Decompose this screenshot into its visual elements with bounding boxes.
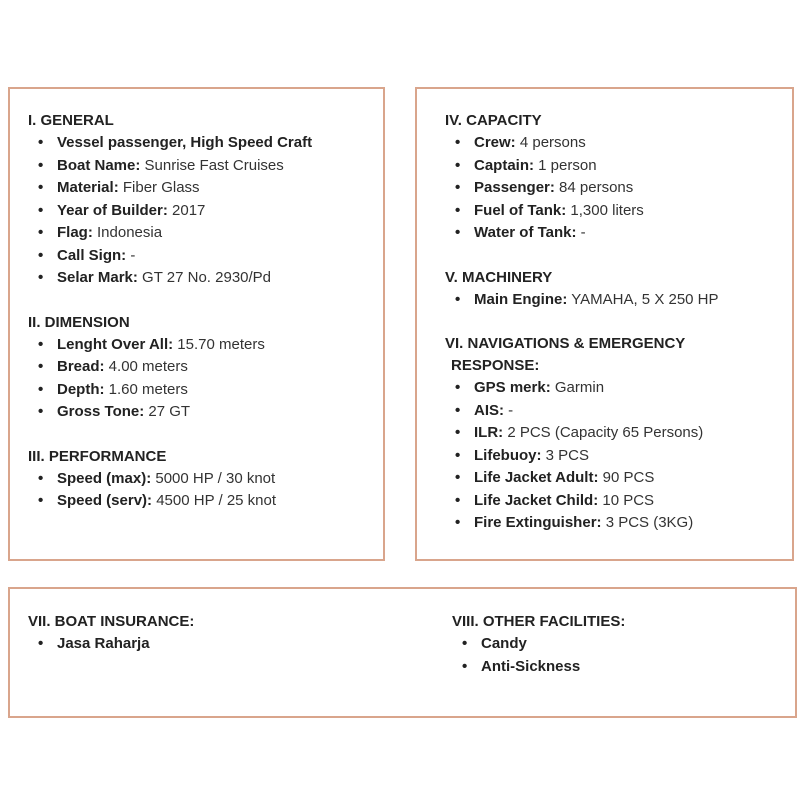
list-item [445, 222, 785, 245]
item-key: Captain: [474, 156, 534, 174]
item-key: ILR: [474, 424, 504, 441]
item-key: Boat Name: [57, 156, 141, 174]
item-value: GT 27 No. 2930/Pd [137, 269, 272, 286]
section-title-machinery: V. MACHINERY [445, 268, 553, 286]
item-value: 27 GT [144, 403, 191, 420]
list-item [28, 200, 378, 223]
item-value: 5000 HP / 30 knot [151, 469, 276, 487]
list-item [445, 445, 785, 468]
item-key: Crew: [474, 134, 516, 151]
item-value: Sunrise Fast Cruises [140, 156, 284, 174]
facilities-column [452, 611, 782, 678]
list-item [452, 633, 782, 656]
item-value: - [576, 224, 586, 241]
list-item [28, 468, 378, 491]
list-item [28, 633, 408, 656]
list-item [28, 222, 378, 245]
item-value: 2 PCS (Capacity 65 Persons) [503, 424, 704, 441]
section-performance [28, 446, 378, 513]
item-key: Life Jacket Adult: [474, 469, 599, 486]
section-title-general: I. GENERAL [28, 112, 114, 129]
item-value: 1,300 liters [566, 201, 644, 219]
list-item [445, 177, 785, 200]
item-value: 4 persons [515, 134, 586, 151]
item-key: Life Jacket Child: [474, 491, 599, 509]
list-item [445, 400, 785, 423]
list-item [445, 289, 785, 312]
item-key: Gross Tone: [57, 403, 145, 420]
item-key: Call Sign: [57, 246, 127, 264]
list-item [28, 334, 378, 357]
item-value: 3 PCS (3KG) [601, 514, 694, 531]
right-column [445, 110, 785, 557]
list-item [445, 200, 785, 223]
navigation-list [445, 377, 785, 535]
section-title-navigation-line2: RESPONSE: [451, 357, 540, 374]
item-value: 15.70 meters [173, 335, 265, 353]
item-value: 3 PCS [541, 446, 590, 464]
list-item [28, 245, 378, 268]
section-title-capacity: IV. CAPACITY [445, 112, 542, 129]
list-item [28, 177, 378, 200]
insurance-column [28, 611, 408, 656]
list-item [445, 377, 785, 400]
item-value: YAMAHA, 5 X 250 HP [567, 290, 719, 308]
list-item [28, 267, 378, 290]
item-key: Vessel passenger, High Speed Craft [57, 134, 313, 151]
section-general [28, 110, 378, 290]
dimension-list [28, 334, 378, 424]
item-value: 4.00 meters [104, 358, 188, 375]
section-title-performance: III. PERFORMANCE [28, 447, 167, 465]
item-key: Speed (max): [57, 469, 152, 487]
list-item [28, 132, 378, 155]
item-key: Lifebuoy: [474, 446, 542, 464]
capacity-list [445, 132, 785, 245]
list-item [445, 490, 785, 513]
item-value: 90 PCS [598, 469, 655, 486]
list-item [445, 422, 785, 445]
item-key: Bread: [57, 358, 105, 375]
general-list [28, 132, 378, 290]
item-key: Flag: [57, 224, 93, 241]
list-item [28, 401, 378, 424]
item-key: Fuel of Tank: [474, 201, 567, 219]
insurance-list [28, 633, 408, 656]
section-capacity [445, 110, 785, 245]
item-key: Jasa Raharja [57, 635, 150, 652]
left-column [28, 110, 378, 535]
section-title-dimension: II. DIMENSION [28, 313, 130, 331]
item-key: Anti-Sickness [481, 657, 581, 675]
item-key: GPS merk: [474, 379, 551, 396]
item-value: 84 persons [554, 179, 634, 196]
list-item [445, 467, 785, 490]
general-dimension-performance-panel [8, 87, 385, 561]
item-value: 1 person [534, 156, 597, 174]
item-key: Material: [57, 179, 119, 196]
item-value: Fiber Glass [118, 179, 200, 196]
item-value: - [504, 401, 514, 419]
section-title-insurance: VII. BOAT INSURANCE: [28, 613, 195, 630]
item-value: 10 PCS [598, 491, 655, 509]
performance-list [28, 468, 378, 513]
list-item [28, 490, 378, 513]
section-machinery [445, 267, 785, 312]
item-key: Selar Mark: [57, 269, 138, 286]
item-key: Depth: [57, 380, 105, 398]
section-title-navigation [445, 333, 785, 377]
item-key: Lenght Over All: [57, 335, 174, 353]
item-value: - [126, 246, 136, 264]
list-item [28, 379, 378, 402]
item-value: 2017 [167, 201, 206, 219]
list-item [28, 155, 378, 178]
capacity-machinery-navigation-panel [415, 87, 794, 561]
section-dimension [28, 312, 378, 424]
item-key: Year of Builder: [57, 201, 168, 219]
facilities-list [452, 633, 782, 678]
item-key: Speed (serv): [57, 492, 153, 509]
item-key: Candy [481, 635, 527, 652]
list-item [445, 132, 785, 155]
item-key: Passenger: [474, 179, 555, 196]
item-value: 4500 HP / 25 knot [152, 492, 277, 509]
item-value: Garmin [550, 379, 605, 396]
machinery-list [445, 289, 785, 312]
item-key: Main Engine: [474, 290, 568, 308]
item-key: Water of Tank: [474, 224, 577, 241]
section-title-navigation-line1: VI. NAVIGATIONS & EMERGENCY [445, 335, 686, 352]
item-value: Indonesia [92, 224, 163, 241]
item-value: 1.60 meters [104, 380, 188, 398]
section-title-facilities: VIII. OTHER FACILITIES: [452, 613, 626, 630]
list-item [452, 656, 782, 679]
item-key: Fire Extinguisher: [474, 514, 602, 531]
list-item [445, 155, 785, 178]
insurance-facilities-panel [8, 587, 797, 718]
list-item [28, 356, 378, 379]
list-item [445, 512, 785, 535]
item-key: AIS: [474, 401, 504, 419]
section-navigation [445, 333, 785, 535]
